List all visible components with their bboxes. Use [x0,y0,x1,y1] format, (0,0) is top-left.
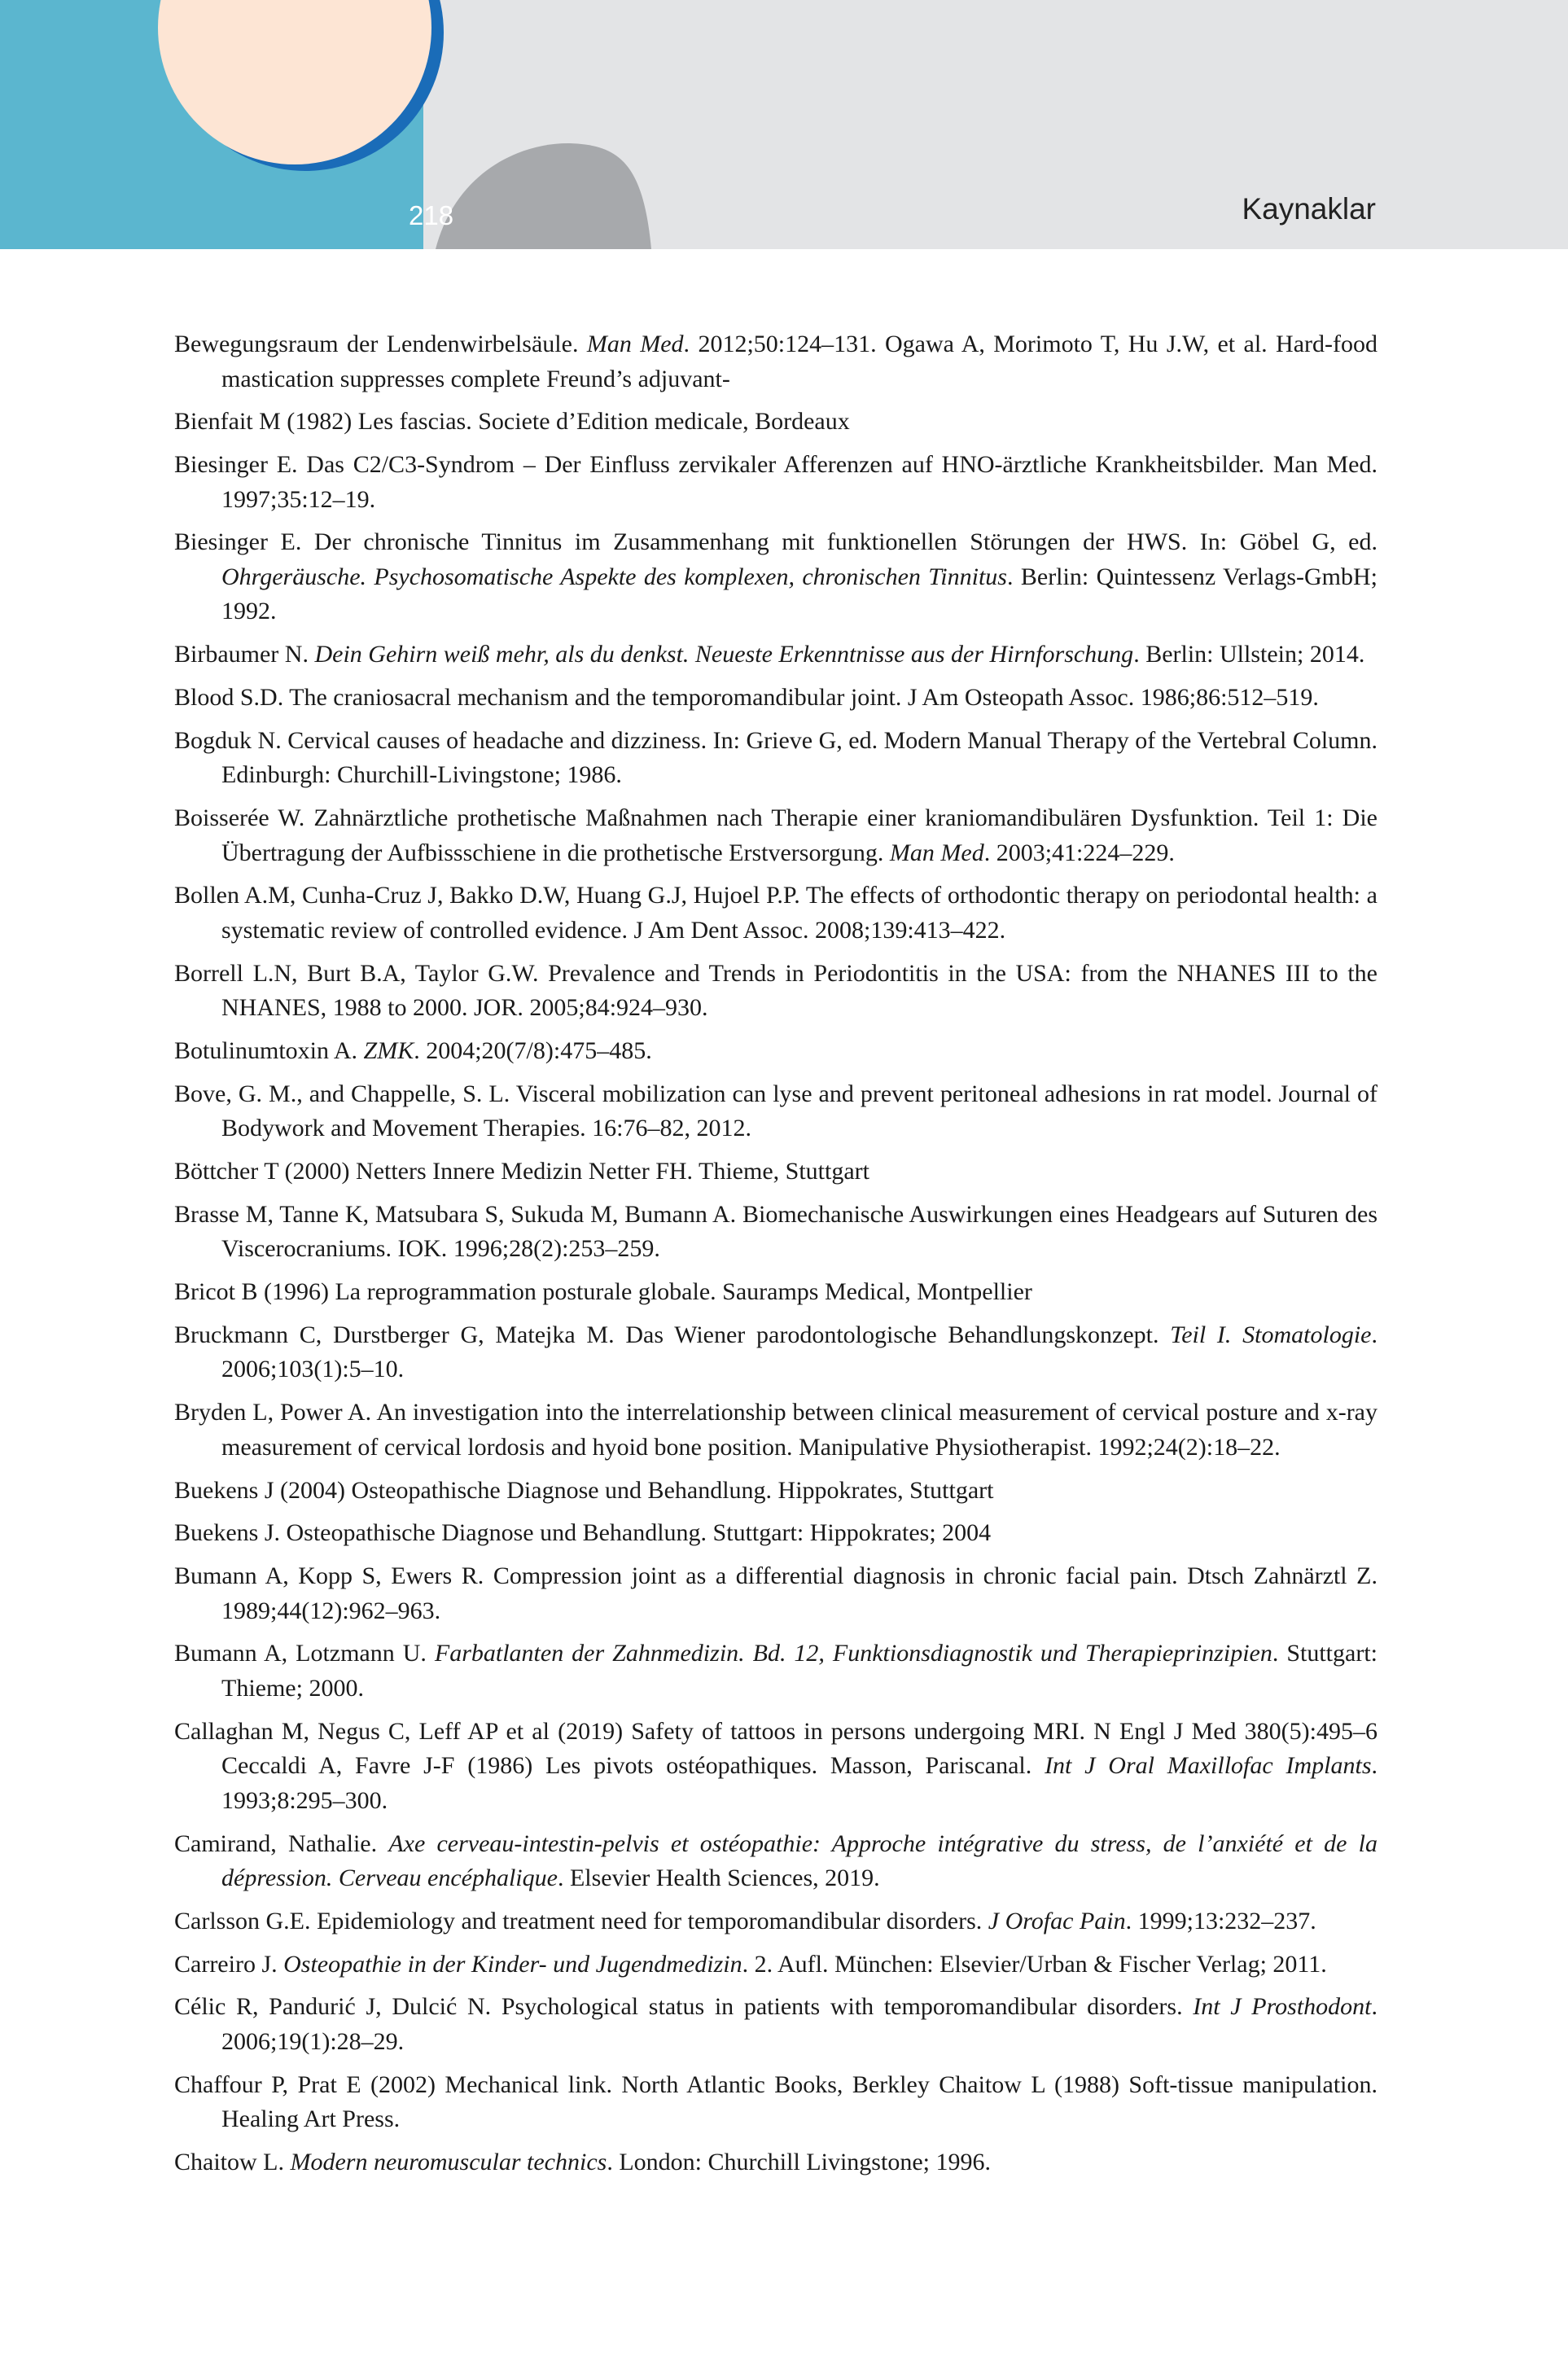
reference-text: Bove, G. M., and Chappelle, S. L. Visceral mobilization can lyse and prevent peritoneal adhesions in rat model. Journal of Bodywork and Movement Therapies. 16:76–82, 2012. [174,1080,1377,1142]
section-title: Kaynaklar [1242,192,1376,226]
reference-entry [174,1396,1377,1465]
reference-text: . London: Churchill Livingstone; 1996. [607,2149,991,2176]
reference-entry [174,1715,1377,1819]
reference-entry [174,1636,1377,1706]
reference-text: . 1999;13:232–237. [1125,1907,1316,1934]
reference-text: Célic R, Pandurić J, Dulcić N. Psychological status in patients with temporomandibular disorders. [174,1993,1194,2021]
reference-entry [174,448,1377,517]
reference-entry [174,405,1377,440]
reference-italic-text: Farbatlanten der Zahnmedizin. Bd. 12, Funktionsdiagnostik und Therapieprinzipien [434,1640,1272,1667]
reference-list [174,327,1377,2189]
reference-italic-text: Axe cerveau-intestin-pelvis et ostéopathie: Approche intégrative du stress, de l’anxiété et de la dépression. Cerveau encéphalique [221,1829,1377,1892]
reference-italic-text: Dein Gehirn weiß mehr, als du denkst. Neueste Erkenntnisse aus der Hirnforschung [314,641,1134,668]
page-header [0,0,1568,249]
reference-italic-text: ZMK [363,1036,414,1064]
reference-text: . 2006;103(1):5–10. [221,1321,1377,1383]
reference-text: Bollen A.M, Cunha-Cruz J, Bakko D.W, Huang G.J, Hujoel P.P. The effects of orthodontic therapy on periodontal health: a systematic review of controlled evidence. J Am Dent Assoc. 2008;139:413–422. [174,882,1377,944]
reference-entry [174,801,1377,870]
reference-text: Chaitow L. [174,2149,291,2176]
reference-italic-text: Man Med [889,839,984,866]
reference-text: Carreiro J. [174,1950,284,1978]
reference-italic-text: Ohrgeräusche. Psychosomatische Aspekte des komplexen, chronischen Tinnitus [221,563,1007,590]
reference-entry [174,878,1377,948]
reference-entry [174,1990,1377,2059]
reference-text: . Berlin: Ullstein; 2014. [1133,641,1365,668]
reference-italic-text: Teil I. Stomatologie [1170,1321,1372,1348]
reference-text: . 2004;20(7/8):475–485. [414,1036,652,1064]
reference-italic-text: Int J Prosthodont [1193,1993,1372,2021]
reference-entry [174,1034,1377,1069]
reference-text: Buekens J. Osteopathische Diagnose und Behandlung. Stuttgart: Hippokrates; 2004 [174,1519,992,1547]
reference-entry [174,1516,1377,1551]
reference-entry [174,1155,1377,1190]
reference-entry [174,957,1377,1026]
reference-text: Birbaumer N. [174,641,315,668]
reference-text: Bewegungsraum der Lendenwirbelsäule. [174,331,587,357]
reference-italic-text: J Orofac Pain [988,1907,1126,1934]
reference-text: . 2. Aufl. München: Elsevier/Urban & Fischer Verlag; 2011. [742,1950,1327,1978]
reference-text: . Berlin: Quintessenz Verlags-GmbH; 1992. [221,563,1378,625]
reference-text: Biesinger E. Der chronische Tinnitus im Zusammenhang mit funktionellen Störungen der HWS. In: Göbel G, ed. [174,528,1377,556]
reference-entry [174,681,1377,716]
reference-text: Bumann A, Lotzmann U. [174,1640,435,1667]
reference-entry [174,1904,1377,1939]
reference-entry [174,1474,1377,1509]
reference-text: . 2006;19(1):28–29. [221,1993,1377,2055]
reference-text: Bienfait M (1982) Les fascias. Societe d’Edition medicale, Bordeaux [174,408,850,436]
reference-entry [174,2068,1377,2137]
reference-text: Chaffour P, Prat E (2002) Mechanical link. North Atlantic Books, Berkley Chaitow L (1988) Soft-tissue manipulation. Healing Art Press. [174,2070,1377,2133]
gray-arc-shape [436,143,651,249]
reference-entry [174,1827,1377,1896]
reference-text: Bryden L, Power A. An investigation into the interrelationship between clinical measurement of cervical posture and x-ray measurement of cervical lordosis and hyoid bone position. Manipulative Physiotherapist. 1992;24(2):18–22. [174,1399,1377,1461]
reference-text: Buekens J (2004) Osteopathische Diagnose und Behandlung. Hippokrates, Stuttgart [174,1476,994,1504]
reference-entry [174,1948,1377,1983]
reference-text: Böttcher T (2000) Netters Innere Medizin Netter FH. Thieme, Stuttgart [174,1158,869,1185]
reference-text: Bogduk N. Cervical causes of headache and dizziness. In: Grieve G, ed. Modern Manual Therapy of the Vertebral Column. Edinburgh: Churchill-Livingstone; 1986. [174,726,1377,789]
reference-text: Bumann A, Kopp S, Ewers R. Compression joint as a differential diagnosis in chronic facial pain. Dtsch Zahnärztl Z. 1989;44(12):962–963. [174,1562,1377,1624]
reference-text: Bricot B (1996) La reprogrammation posturale globale. Sauramps Medical, Montpellier [174,1278,1032,1306]
reference-entry [174,1198,1377,1267]
reference-text: Biesinger E. Das C2/C3-Syndrom – Der Einfluss zervikaler Afferenzen auf HNO-ärztliche Krankheitsbilder. Man Med. 1997;35:12–19. [174,451,1377,513]
reference-entry [174,1077,1377,1146]
reference-text: Callaghan M, Negus C, Leff AP et al (2019) Safety of tattoos in persons undergoing MRI. N Engl J Med 380(5):495–6 Ceccaldi A, Favre J-F (1986) Les pivots ostéopathiques. Masson, Pariscanal. [174,1717,1377,1780]
reference-text: . 2012;50:124–131. Ogawa A, Morimoto T, Hu J.W, et al. Hard-food mastication suppresses complete Freund’s adjuvant- [221,331,1377,392]
reference-text: . Stuttgart: Thieme; 2000. [221,1640,1377,1702]
reference-entry [174,2145,1377,2180]
reference-entry [174,638,1377,673]
reference-text: Borrell L.N, Burt B.A, Taylor G.W. Prevalence and Trends in Periodontitis in the USA: from the NHANES III to the NHANES, 1988 to 2000. JOR. 2005;84:924–930. [174,959,1377,1022]
reference-text: Botulinumtoxin A. [174,1036,364,1064]
reference-text: . 2003;41:224–229. [983,839,1175,866]
reference-text: Blood S.D. The craniosacral mechanism and the temporomandibular joint. J Am Osteopath Assoc. 1986;86:512–519. [174,683,1319,711]
reference-text: . Elsevier Health Sciences, 2019. [557,1864,880,1892]
reference-entry [174,724,1377,793]
reference-text: . 1993;8:295–300. [221,1752,1377,1814]
reference-entry [174,327,1377,397]
reference-italic-text: Osteopathie in der Kinder- und Jugendmedizin [283,1950,742,1978]
reference-entry [174,525,1377,629]
reference-text: Brasse M, Tanne K, Matsubara S, Sukuda M, Bumann A. Biomechanische Auswirkungen eines Headgears auf Suturen des Viscerocraniums. IOK. 1996;28(2):253–259. [174,1200,1377,1263]
reference-italic-text: Modern neuromuscular technics [290,2149,607,2176]
reference-italic-text: Int J Oral Maxillofac Implants [1045,1752,1372,1780]
reference-entry [174,1559,1377,1628]
reference-text: Carlsson G.E. Epidemiology and treatment need for temporomandibular disorders. [174,1907,988,1934]
reference-entry [174,1318,1377,1387]
reference-text: Camirand, Nathalie. [174,1829,389,1857]
reference-text: Bruckmann C, Durstberger G, Matejka M. Das Wiener parodontologische Behandlungskonzept. [174,1321,1171,1348]
reference-text: Boisserée W. Zahnärztliche prothetische Maßnahmen nach Therapie einer kraniomandibulären Dysfunktion. Teil 1: Die Übertragung der Aufbissschiene in die prothetische Erstversorgung. [174,804,1377,866]
reference-entry [174,1275,1377,1310]
page-number: 218 [409,200,454,230]
reference-italic-text: Man Med [586,331,684,357]
